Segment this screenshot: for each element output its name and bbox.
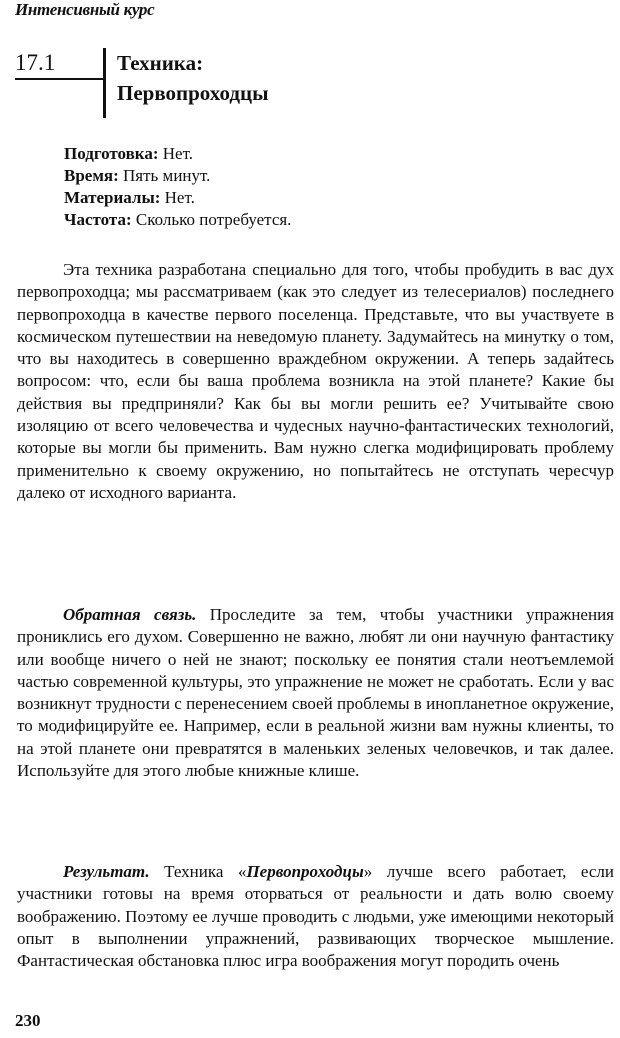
meta-frequency: Частота: Сколько потребуется. — [64, 210, 292, 229]
section-title-line1: Техника: — [117, 51, 204, 75]
meta-preparation: Подготовка: Нет. — [64, 144, 193, 163]
paragraph-feedback: Обратная связь. Проследите за тем, чтобы участники упражнения прониклись его духом. Совершенно не важно, любят ли они научную фантастику или вообще ничего о ней не знают; поскольку ее понятия стали неотъемлемой частью современной культуры, это упражнение не может не сработать. Если у вас возникнут трудности с перенесением своей проблемы в инопланетное окружение, то модифицируйте ее. Например, если в реальной жизни вам нужны клиенты, то на этой планете они превратятся в маленьких зеленых человечков, и так далее. Используйте для этого любые книжные клише. — [17, 605, 614, 781]
result-technique-name: Первопроходцы — [246, 862, 364, 881]
section-divider-bar — [103, 48, 106, 118]
section-title — [117, 48, 269, 108]
paragraph-description: Эта техника разработана специально для того, чтобы пробудить в вас дух первопроходца; мы рассматриваем (как это следует из телесериалов) последнего первопроходца в качестве первого поселенца. Представьте, что вы участвуете в космическом путешествии на неведомую планету. Задумайтесь на минутку о том, что вы находитесь в совершенно враждебном окружении. А теперь задайтесь вопросом: что, если бы ваша проблема возникла на этой планете? Какие бы действия вы предприняли? Как бы вы могли решить ее? Учитывайте свою изоляцию от всего человечества и чудесных научно-фантастических технологий, которые вы могли бы применить. Вам нужно слегка модифицировать проблему применительно к своему окружению, но попытайтесь не отступать чересчур далеко от исходного варианта. — [17, 260, 614, 502]
meta-time: Время: Пять минут. — [64, 166, 211, 185]
running-header: Интенсивный курс — [15, 0, 155, 19]
section-title-line2: Первопроходцы — [117, 81, 269, 105]
meta-materials: Материалы: Нет. — [64, 188, 195, 207]
exercise-meta — [64, 143, 291, 231]
section-rule — [15, 78, 105, 80]
paragraph-result: Результат. Техника «Первопроходцы» лучше всего работает, если участники готовы на время оторваться от реальности и дать волю своему воображению. Поэтому ее лучше проводить с людьми, уже имеющими некоторый опыт в выполнении упражнений, развивающих творческое мышление. Фантастическая обстановка плюс игра воображения могут породить очень — [17, 862, 614, 971]
section-number: 17.1 — [15, 50, 56, 75]
page-number: 230 — [15, 1011, 41, 1030]
result-lead: Результат. — [63, 862, 150, 881]
feedback-lead: Обратная связь. — [63, 605, 197, 624]
